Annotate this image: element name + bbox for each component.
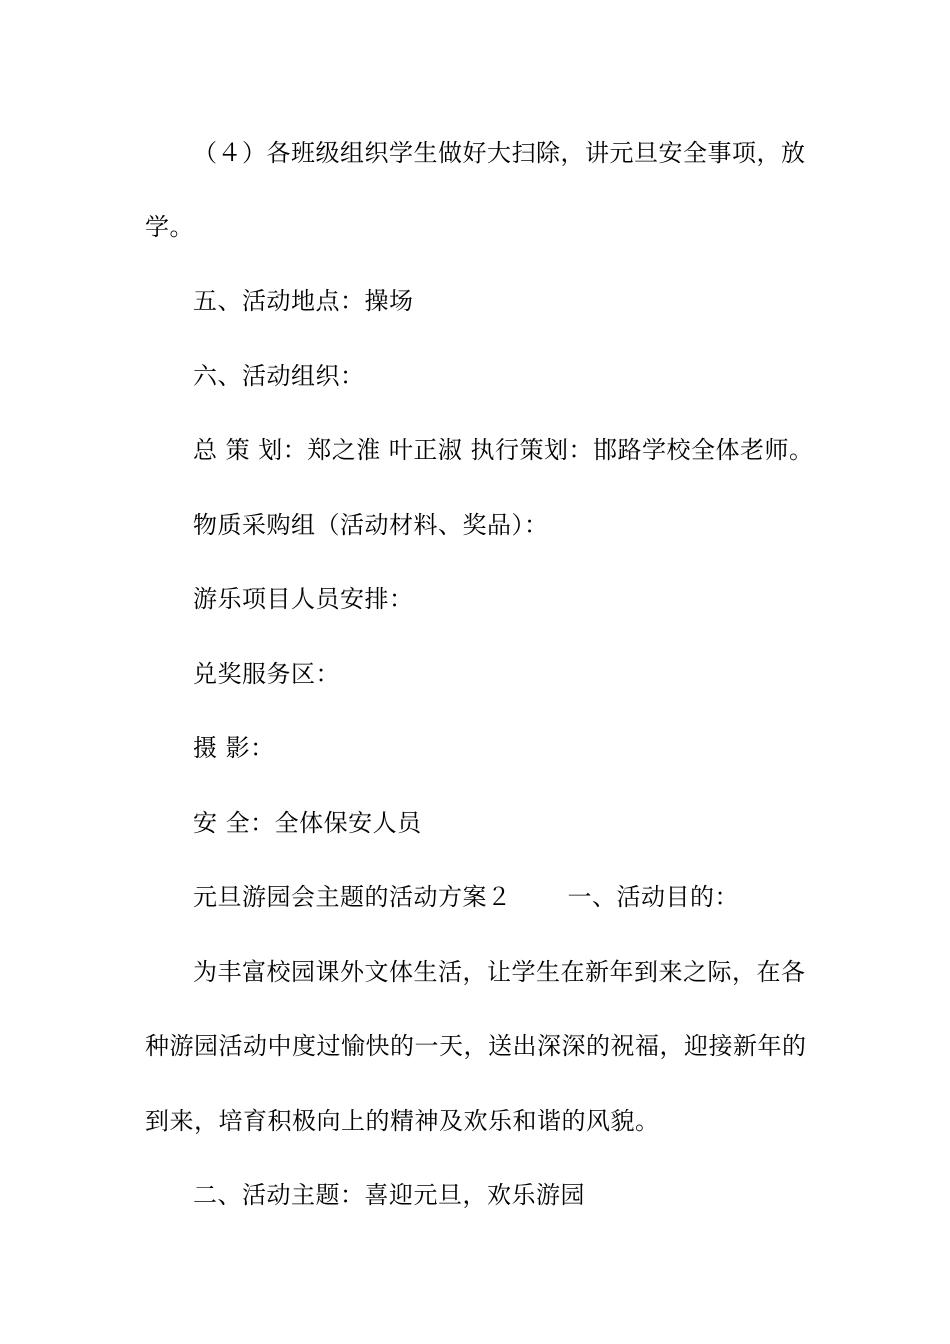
text-line-planner: 总 策 划：郑之淮 叶正淑 执行策划：邯路学校全体老师。 (193, 436, 814, 464)
text-line-dismiss: 学。 (145, 213, 194, 241)
text-line-theme: 二、活动主题：喜迎元旦，欢乐游园 (193, 1181, 585, 1209)
text-line-procurement: 物质采购组（活动材料、奖品）： (193, 511, 549, 539)
text-line-location: 五、活动地点：操场 (193, 287, 414, 315)
paragraph-line-3: 到来，培育积极向上的精神及欢乐和谐的风貌。 (145, 1107, 660, 1135)
text-line-safety: 安 全：全体保安人员 (193, 809, 422, 837)
text-line-photography: 摄 影： (193, 734, 275, 762)
section-title-line (193, 882, 810, 912)
text-line-class-cleanup: （４）各班级组织学生做好大扫除，讲元旦安全事项，放 (193, 139, 806, 167)
paragraph-line-1: 为丰富校园课外文体生活，让学生在新年到来之际，在各 (193, 958, 806, 986)
text-line-organization: 六、活动组织： (193, 362, 365, 390)
section-title: 元旦游园会主题的活动方案２ (193, 883, 512, 911)
text-line-amusement-staff: 游乐项目人员安排： (193, 585, 414, 613)
paragraph-line-2: 种游园活动中度过愉快的一天，送出深深的祝福，迎接新年的 (145, 1032, 807, 1060)
text-line-prize-area: 兑奖服务区： (193, 660, 340, 688)
section-first-heading: 一、活动目的： (567, 883, 739, 911)
